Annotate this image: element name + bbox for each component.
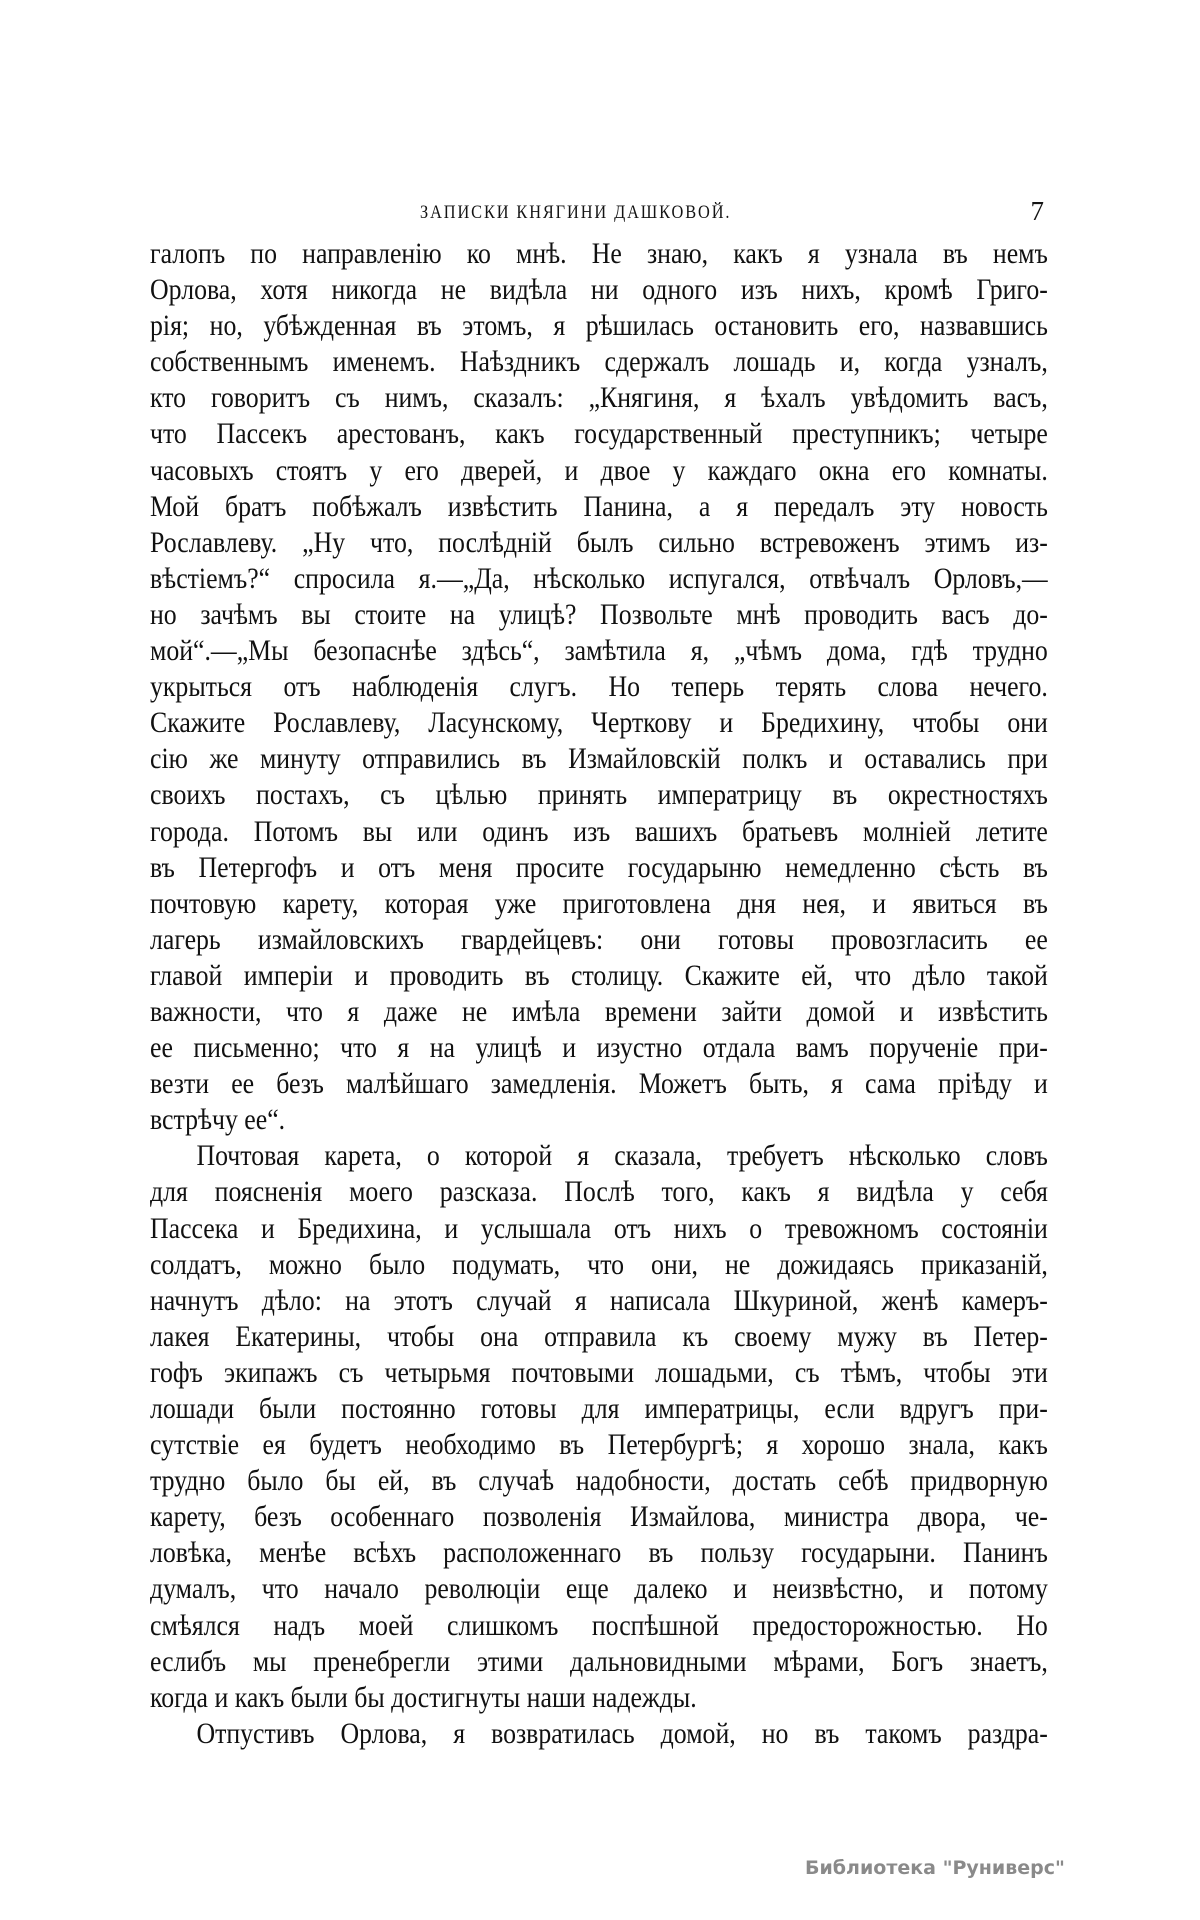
text-line [150, 850, 1048, 886]
text-line [150, 1355, 1048, 1391]
text-line-content: лакея Екатерины, чтобы она отправила къ своему мужу въ Петер- [150, 1319, 1048, 1353]
text-line [150, 1499, 1048, 1535]
text-line [150, 777, 1048, 813]
text-line-content: Отпустивъ Орлова, я возвратилась домой, но въ такомъ раздра- [196, 1716, 1048, 1750]
text-line-content: часовыхъ стоятъ у его дверей, и двое у каждаго окна его комнаты. [150, 453, 1048, 487]
text-line-content: Орлова, хотя никогда не видѣла ни одного изъ нихъ, кромѣ Григо- [150, 273, 1048, 307]
text-line [150, 561, 1048, 597]
body-text [150, 236, 1048, 1752]
text-line-content: лошади были постоянно готовы для императрицы, если вдругъ при- [150, 1392, 1048, 1425]
text-line-content: сутствіе ея будетъ необходимо въ Петербургѣ; я хорошо знала, какъ [150, 1428, 1048, 1462]
text-line [150, 922, 1048, 958]
text-line [150, 1644, 1048, 1680]
text-line-content: почтовую карету, которая уже приготовлена дня нея, и явиться въ [150, 886, 1048, 920]
text-line-content: укрыться отъ наблюденія слугъ. Но теперь терять слова нечего. [150, 670, 1048, 704]
text-line [150, 1030, 1048, 1066]
text-line [150, 236, 1048, 272]
text-line-content: но зачѣмъ вы стоите на улицѣ? Позвольте мнѣ проводить васъ до- [150, 597, 1048, 631]
text-line-content: смѣялся надъ моей слишкомъ поспѣшной предосторожностью. Но [150, 1608, 1048, 1642]
text-line-content: трудно было бы ей, въ случаѣ надобности, достать себѣ придворную [150, 1464, 1048, 1498]
text-line [150, 958, 1048, 994]
text-line-content: начнутъ дѣло: на этотъ случай я написала Шкуриной, женѣ камеръ- [150, 1283, 1048, 1317]
running-title: ЗАПИСКИ КНЯГИНИ ДАШКОВОЙ. [420, 202, 732, 223]
text-line [150, 633, 1048, 669]
text-line [150, 705, 1048, 741]
text-line [150, 1319, 1048, 1355]
text-line [150, 453, 1048, 489]
text-line [150, 489, 1048, 525]
running-head [150, 198, 1048, 228]
text-line [150, 1283, 1048, 1319]
text-line-content: везти ее безъ малѣйшаго замедленія. Можетъ быть, я сама пріѣду и [150, 1067, 1048, 1101]
text-line-content: еслибъ мы пренебрегли этими дальновидными мѣрами, Богъ знаетъ, [150, 1644, 1048, 1678]
text-line-content: вѣстіемъ?“ спросила я.—„Да, нѣсколько испугался, отвѣчалъ Орловъ,— [150, 561, 1048, 595]
text-line [150, 669, 1048, 705]
text-line [150, 994, 1048, 1030]
text-line-content: Скажите Рославлеву, Ласунскому, Черткову и Бредихину, чтобы они [150, 706, 1048, 740]
text-line [150, 814, 1048, 850]
text-line-content: Почтовая карета, о которой я сказала, требуетъ нѣсколько словъ [196, 1139, 1048, 1173]
text-line-content: когда и какъ были бы достигнуты наши надежды. [150, 1680, 697, 1714]
text-line [150, 1608, 1048, 1644]
page-number: 7 [1030, 196, 1044, 226]
text-line-content: галопъ по направленію ко мнѣ. Не знаю, какъ я узнала въ немъ [150, 237, 1048, 270]
text-line [150, 1463, 1048, 1499]
text-line [150, 525, 1048, 561]
text-line [150, 380, 1048, 416]
text-line-content: думалъ, что начало революціи еще далеко и неизвѣстно, и потому [150, 1572, 1048, 1606]
text-line-content: важности, что я даже не имѣла времени зайти домой и извѣстить [150, 994, 1048, 1028]
text-line [150, 597, 1048, 633]
text-line-content: Мой братъ побѣжалъ извѣстить Панина, а я передалъ эту новость [150, 489, 1048, 523]
text-line-content: въ Петергофъ и отъ меня просите государыню немедленно сѣсть въ [150, 850, 1048, 884]
text-line [150, 308, 1048, 344]
text-line-content: что Пассекъ арестованъ, какъ государственный преступникъ; четыре [150, 417, 1048, 451]
text-line-content: лагерь измайловскихъ гвардейцевъ: они готовы провозгласить ее [150, 922, 1048, 956]
text-line [150, 1174, 1048, 1210]
text-line-content: мой“.—„Мы безопаснѣе здѣсь“, замѣтила я, „чѣмъ дома, гдѣ трудно [150, 634, 1048, 668]
text-line-content: для поясненія моего разсказа. Послѣ того, какъ я видѣла у себя [150, 1175, 1048, 1209]
text-line-content: сію же минуту отправились въ Измайловскій полкъ и оставались при [150, 742, 1048, 776]
text-line-content: города. Потомъ вы или одинъ изъ вашихъ братьевъ молніей летите [150, 814, 1048, 848]
text-line [150, 272, 1048, 308]
text-line-content: главой имперіи и проводить въ столицу. Скажите ей, что дѣло такой [150, 958, 1048, 992]
text-line [150, 1535, 1048, 1571]
text-line [150, 344, 1048, 380]
text-line [150, 1427, 1048, 1463]
text-line [150, 1247, 1048, 1283]
text-line-content: своихъ постахъ, съ цѣлью принять императрицу въ окрестностяхъ [150, 778, 1048, 812]
text-line [150, 1066, 1048, 1102]
library-watermark: Библиотека "Руниверс" [805, 1857, 1065, 1879]
text-line [150, 1680, 1048, 1716]
text-line-content: карету, безъ особеннаго позволенія Измайлова, министра двора, че- [150, 1500, 1048, 1534]
text-line-content: встрѣчу ее“. [150, 1103, 286, 1137]
text-line [150, 1102, 1048, 1138]
text-line-content: собственнымъ именемъ. Наѣздникъ сдержалъ лошадь и, когда узналъ, [150, 345, 1048, 379]
text-line [150, 1211, 1048, 1247]
text-line [150, 1571, 1048, 1607]
text-line-content: кто говоритъ съ нимъ, сказалъ: „Княгиня, я ѣхалъ увѣдомить васъ, [150, 381, 1048, 415]
text-line-content: рія; но, убѣжденная въ этомъ, я рѣшилась остановить его, назвавшись [150, 309, 1048, 343]
text-line [150, 1138, 1048, 1174]
text-line-content: гофъ экипажъ съ четырьмя почтовыми лошадьми, съ тѣмъ, чтобы эти [150, 1355, 1048, 1389]
text-line [150, 1716, 1048, 1752]
text-line-content: Пассека и Бредихина, и услышала отъ нихъ о тревожномъ состояніи [150, 1211, 1048, 1245]
text-line-content: солдатъ, можно было подумать, что они, не дожидаясь приказаній, [150, 1247, 1048, 1281]
text-line [150, 416, 1048, 452]
text-line-content: ее письменно; что я на улицѣ и изустно отдала вамъ порученіе при- [150, 1031, 1048, 1065]
text-line [150, 1391, 1048, 1427]
text-line-content: Рославлеву. „Ну что, послѣдній былъ сильно встревоженъ этимъ из- [150, 525, 1048, 559]
text-line [150, 741, 1048, 777]
text-line-content: ловѣка, менѣе всѣхъ расположеннаго въ пользу государыни. Панинъ [150, 1536, 1048, 1570]
text-line [150, 886, 1048, 922]
